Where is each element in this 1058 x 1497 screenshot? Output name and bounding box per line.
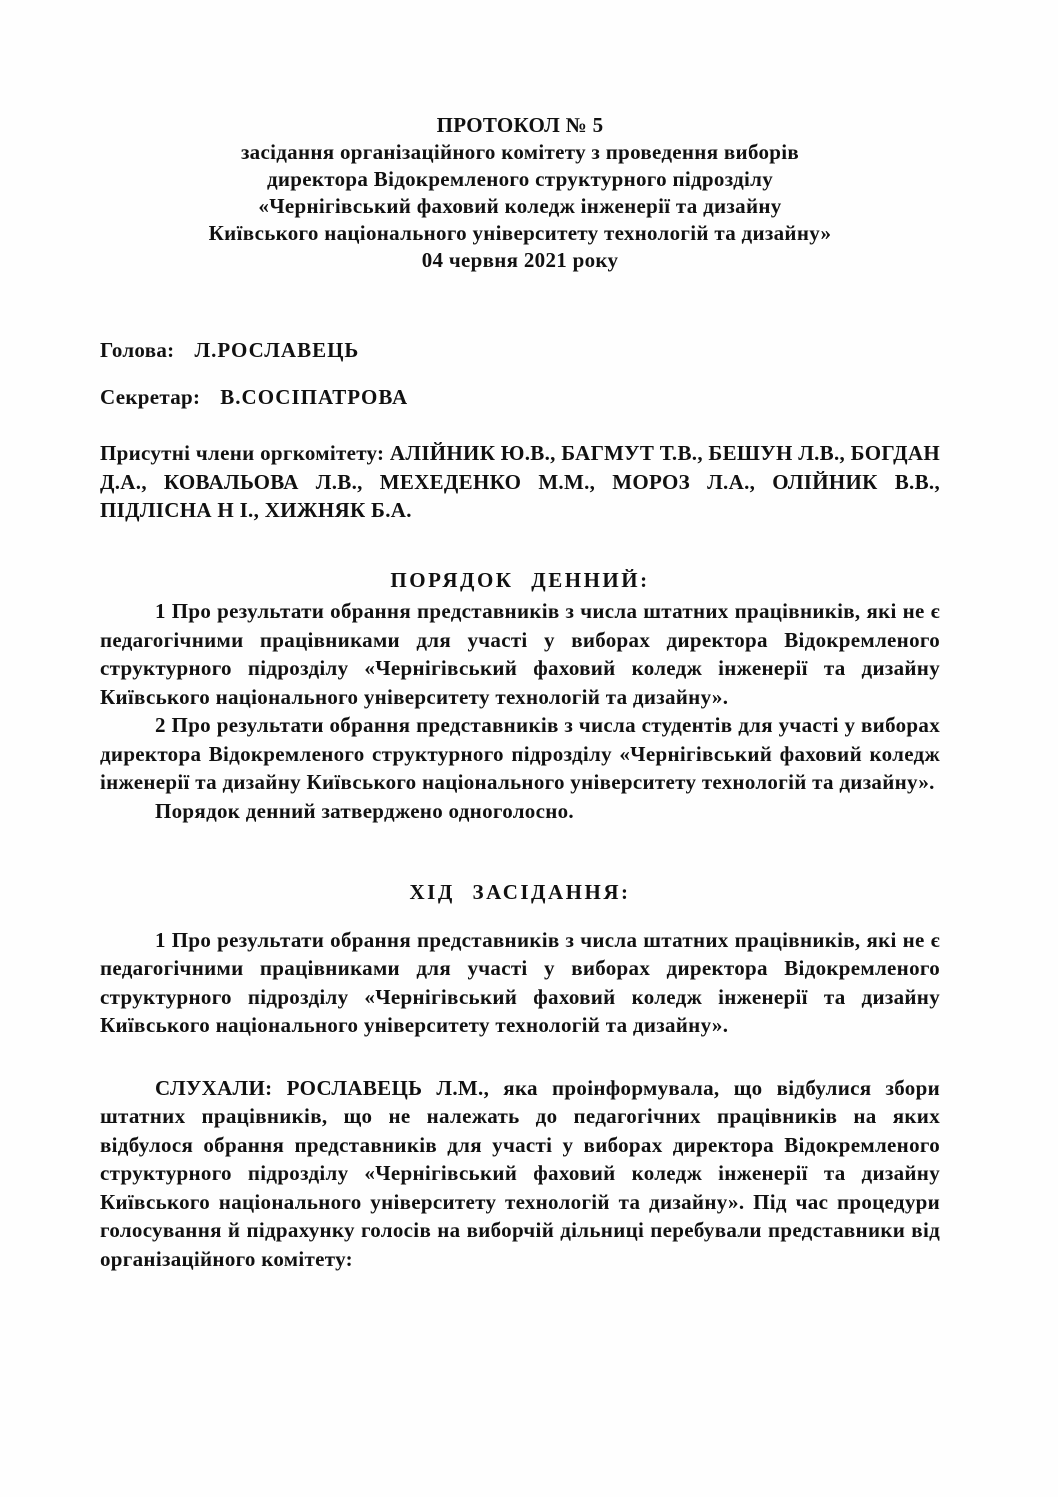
document-title: ПРОТОКОЛ № 5	[436, 113, 604, 137]
agenda-item-2: 2 Про результати обрання представників з числа студентів для участі у виборах директора Відокремленого структурного підрозділу «Чернігівський фаховий коледж інженерії та дизайну Київського національного університету технологій та дизайну».	[100, 713, 940, 794]
document-subtitle-line-4: Київського національного університету технологій та дизайну»	[208, 221, 832, 245]
agenda-item-1: 1 Про результати обрання представників з числа штатних працівників, які не є педагогічними працівниками для участі у виборах директора Відокремленого структурного підрозділу «Чернігівський фаховий коледж інженерії та дизайну Київського національного університету технологій та дизайну».	[100, 599, 940, 709]
document-header	[100, 112, 940, 274]
document-subtitle-line-2: директора Відокремленого структурного підрозділу	[266, 167, 774, 191]
secretary-row	[100, 383, 940, 412]
agenda-approval-note: Порядок денний затверджено одноголосно.	[155, 798, 574, 823]
document-subtitle-line-3: «Чернігівський фаховий коледж інженерії та дизайну	[258, 194, 782, 218]
document-date: 04 червня 2021 року	[421, 248, 619, 272]
officials-block	[100, 336, 940, 411]
proceedings-item-1: 1 Про результати обрання представників з числа штатних працівників, які не є педагогічними працівниками для участі у виборах директора Відокремленого структурного підрозділу «Чернігівський фаховий коледж інженерії та дизайну Київського національного університету технологій та дизайну».	[100, 927, 940, 1037]
proceedings-heading: ХІД ЗАСІДАННЯ:	[409, 880, 631, 904]
chair-row	[100, 336, 940, 365]
attendees-paragraph: Присутні члени оргкомітету: АЛІЙНИК Ю.В., БАГМУТ Т.В., БЕШУН Л.В., БОГДАН Д.А., КОВАЛЬОВА Л.В., МЕХЕДЕНКО М.М., МОРОЗ Л.А., ОЛІЙНИК В.В., ПІДЛІСНА Н І., ХИЖНЯК Б.А.	[100, 441, 940, 522]
secretary-name: В.СОСІПАТРОВА	[220, 384, 409, 409]
chair-label: Голова:	[100, 338, 175, 362]
secretary-label: Секретар:	[100, 384, 201, 409]
chair-name: Л.РОСЛАВЕЦЬ	[194, 338, 360, 362]
agenda-heading: ПОРЯДОК ДЕННИЙ:	[390, 567, 650, 592]
document-subtitle-line-1: засідання організаційного комітету з проведення виборів	[240, 140, 800, 164]
heard-paragraph: СЛУХАЛИ: РОСЛАВЕЦЬ Л.М., яка проінформувала, що відбулися збори штатних працівників, що не належать до педагогічних працівників на яких відбулося обрання представників для участі у виборах директора Відокремленого структурного підрозділу «Чернігівський фаховий коледж інженерії та дизайну Київського національного університету технологій та дизайну». Під час процедури голосування й підрахунку голосів на виборчій дільниці перебували представники від організаційного комітету:	[100, 1075, 940, 1271]
